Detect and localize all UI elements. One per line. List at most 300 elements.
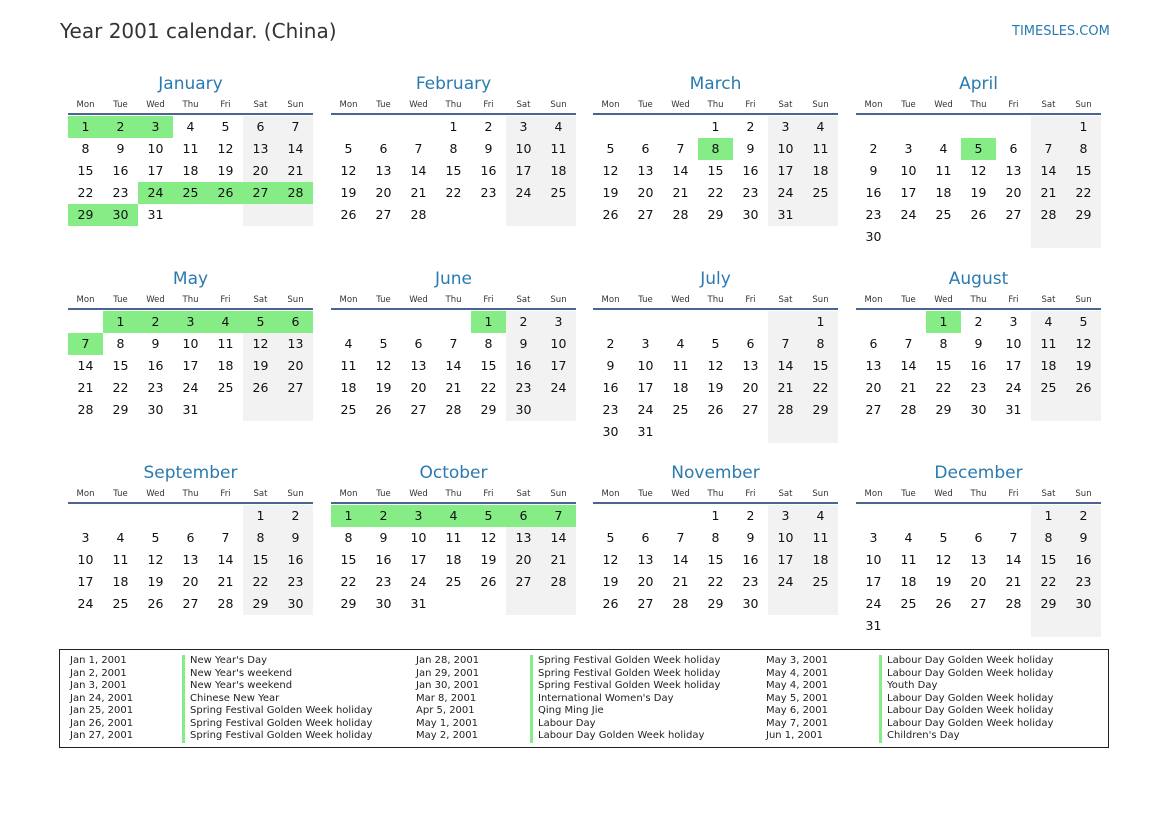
day-cell: 26	[602, 207, 619, 222]
weekday-label: Mon	[864, 295, 883, 305]
weekday-label: Fri	[483, 100, 494, 110]
day-cell: 17	[1005, 358, 1022, 373]
day-cell: 20	[865, 380, 882, 395]
day-cell: 1	[803, 311, 838, 333]
holiday-day-cell: 7	[541, 505, 576, 527]
day-cell: 26	[1066, 377, 1101, 399]
day-cell: 4	[803, 505, 838, 527]
day-cell: 29	[243, 593, 278, 615]
day-cell: 9	[1066, 527, 1101, 549]
day-cell: 13	[970, 552, 987, 567]
holiday-name: Qing Ming Jie	[530, 705, 604, 718]
day-cell: 5	[151, 530, 160, 545]
empty-cell	[68, 505, 103, 527]
day-grid	[856, 311, 1101, 421]
day-cell: 10	[637, 358, 654, 373]
empty-cell	[891, 311, 926, 333]
day-grid	[593, 311, 838, 443]
holiday-name: Labour Day Golden Week holiday	[879, 668, 1053, 681]
holiday-day-cell: 25	[173, 182, 208, 204]
day-cell: 7	[676, 141, 685, 156]
holiday-day-cell: 2	[103, 116, 138, 138]
day-cell: 18	[803, 160, 838, 182]
weekday-label: Mon	[339, 489, 358, 499]
day-cell: 13	[506, 527, 541, 549]
empty-cell	[628, 311, 663, 333]
day-cell: 10	[1005, 336, 1022, 351]
day-cell: 19	[340, 185, 357, 200]
holiday-name: Labour Day Golden Week holiday	[879, 655, 1053, 668]
weekday-label: Sat	[778, 295, 793, 305]
day-cell: 3	[541, 311, 576, 333]
day-cell: 31	[768, 204, 803, 226]
day-cell: 14	[672, 552, 689, 567]
weekday-label: Tue	[638, 295, 653, 305]
weekday-header	[68, 486, 313, 504]
holiday-date: Jan 1, 2001	[70, 655, 127, 666]
day-cell: 1	[449, 119, 458, 134]
day-grid	[593, 116, 838, 226]
day-cell: 30	[1066, 593, 1101, 615]
holiday-day-cell: 1	[68, 116, 103, 138]
day-cell: 15	[112, 358, 129, 373]
day-cell: 6	[641, 530, 650, 545]
day-grid	[856, 505, 1101, 637]
weekday-label: Tue	[638, 489, 653, 499]
day-cell: 27	[970, 596, 987, 611]
day-cell: 19	[480, 552, 497, 567]
holiday-row	[70, 693, 400, 706]
empty-cell	[208, 399, 243, 421]
day-cell: 18	[900, 574, 917, 589]
day-cell: 23	[278, 571, 313, 593]
day-cell: 10	[410, 530, 427, 545]
weekday-label: Fri	[745, 489, 756, 499]
day-cell: 24	[506, 182, 541, 204]
weekday-label: Thu	[707, 489, 724, 499]
weekday-label: Fri	[220, 100, 231, 110]
day-cell: 2	[606, 336, 615, 351]
holiday-day-cell: 1	[331, 505, 366, 527]
day-cell: 21	[445, 380, 462, 395]
day-cell: 26	[243, 377, 278, 399]
day-cell: 11	[1031, 333, 1066, 355]
empty-cell	[436, 593, 471, 615]
day-cell: 22	[1031, 571, 1066, 593]
day-cell: 11	[803, 527, 838, 549]
day-cell: 4	[904, 530, 913, 545]
holiday-column	[416, 655, 746, 743]
day-cell: 16	[278, 549, 313, 571]
day-cell: 21	[1031, 182, 1066, 204]
day-cell: 3	[81, 530, 90, 545]
day-cell: 27	[375, 207, 392, 222]
day-cell: 16	[147, 358, 164, 373]
day-cell: 5	[1066, 311, 1101, 333]
weekday-label: Wed	[146, 100, 165, 110]
empty-cell	[856, 116, 891, 138]
day-cell: 24	[900, 207, 917, 222]
day-cell: 9	[116, 141, 125, 156]
weekday-label: Thu	[445, 295, 462, 305]
holiday-day-cell: 2	[366, 505, 401, 527]
weekday-label: Sat	[253, 295, 268, 305]
day-cell: 31	[865, 618, 882, 633]
day-grid	[331, 505, 576, 615]
day-cell: 28	[410, 207, 427, 222]
weekday-label: Sat	[778, 100, 793, 110]
day-cell: 29	[480, 402, 497, 417]
weekday-label: Wed	[671, 100, 690, 110]
day-cell: 11	[541, 138, 576, 160]
weekday-label: Sat	[516, 489, 531, 499]
month-name: August	[948, 269, 1009, 289]
day-cell: 28	[1031, 204, 1066, 226]
day-cell: 13	[1005, 163, 1022, 178]
weekday-header	[593, 486, 838, 504]
day-cell: 2	[1066, 505, 1101, 527]
day-cell: 15	[445, 163, 462, 178]
day-cell: 19	[243, 355, 278, 377]
day-cell: 11	[935, 163, 952, 178]
day-cell: 25	[803, 571, 838, 593]
empty-cell	[593, 505, 628, 527]
day-cell: 15	[340, 552, 357, 567]
day-cell: 17	[506, 160, 541, 182]
weekday-label: Wed	[409, 489, 428, 499]
weekday-label: Wed	[409, 100, 428, 110]
holiday-day-cell: 7	[68, 333, 103, 355]
weekday-label: Mon	[601, 100, 620, 110]
month-name: July	[700, 269, 731, 289]
holiday-row	[416, 655, 746, 668]
day-cell: 23	[375, 574, 392, 589]
weekday-label: Sun	[550, 100, 567, 110]
month-july	[593, 268, 838, 443]
month-name: May	[172, 269, 209, 289]
day-cell: 14	[217, 552, 234, 567]
weekday-label: Mon	[76, 295, 95, 305]
day-cell: 29	[803, 399, 838, 421]
month-march	[593, 73, 838, 226]
holiday-name: Labour Day Golden Week holiday	[879, 705, 1053, 718]
weekday-label: Sun	[812, 295, 829, 305]
day-cell: 18	[112, 574, 129, 589]
day-cell: 2	[278, 505, 313, 527]
day-cell: 27	[410, 402, 427, 417]
day-cell: 21	[672, 185, 689, 200]
site-link[interactable]: TIMESLES.COM	[1012, 24, 1110, 39]
weekday-label: Sun	[812, 100, 829, 110]
holiday-day-cell: 2	[138, 311, 173, 333]
day-cell: 13	[375, 163, 392, 178]
day-cell: 24	[637, 402, 654, 417]
month-name: September	[143, 463, 238, 483]
empty-cell	[733, 421, 768, 443]
day-cell: 31	[1005, 402, 1022, 417]
weekday-label: Sun	[1075, 295, 1092, 305]
day-cell: 20	[375, 185, 392, 200]
day-cell: 24	[77, 596, 94, 611]
month-name: April	[959, 74, 998, 94]
day-cell: 11	[340, 358, 357, 373]
day-grid	[68, 505, 313, 615]
day-cell: 30	[742, 207, 759, 222]
holiday-day-cell: 30	[103, 204, 138, 226]
day-cell: 29	[1031, 593, 1066, 615]
day-cell: 12	[935, 552, 952, 567]
day-cell: 25	[1031, 377, 1066, 399]
day-cell: 26	[375, 402, 392, 417]
day-cell: 25	[445, 574, 462, 589]
empty-cell	[1066, 615, 1101, 637]
day-cell: 22	[480, 380, 497, 395]
day-cell: 3	[768, 116, 803, 138]
day-cell: 14	[278, 138, 313, 160]
weekday-label: Tue	[638, 100, 653, 110]
holiday-day-cell: 27	[243, 182, 278, 204]
weekday-header	[68, 292, 313, 310]
day-cell: 8	[1066, 138, 1101, 160]
day-cell: 20	[278, 355, 313, 377]
weekday-label: Sun	[1075, 489, 1092, 499]
day-cell: 23	[742, 185, 759, 200]
empty-cell	[506, 593, 541, 615]
day-cell: 14	[900, 358, 917, 373]
weekday-header	[593, 292, 838, 310]
holiday-date: Jan 29, 2001	[416, 667, 480, 679]
holiday-row	[416, 680, 746, 693]
day-cell: 7	[278, 116, 313, 138]
month-april	[856, 73, 1101, 248]
day-cell: 8	[344, 530, 353, 545]
empty-cell	[243, 399, 278, 421]
day-cell: 20	[637, 574, 654, 589]
weekday-label: Sat	[1041, 489, 1056, 499]
day-cell: 8	[449, 141, 458, 156]
weekday-label: Wed	[934, 489, 953, 499]
weekday-label: Sat	[516, 100, 531, 110]
day-cell: 25	[112, 596, 129, 611]
day-cell: 7	[449, 336, 458, 351]
day-cell: 9	[278, 527, 313, 549]
holiday-day-cell: 5	[961, 138, 996, 160]
day-cell: 17	[865, 574, 882, 589]
empty-cell	[1066, 226, 1101, 248]
day-cell: 18	[217, 358, 234, 373]
weekday-label: Wed	[409, 295, 428, 305]
weekday-label: Mon	[601, 489, 620, 499]
day-cell: 31	[410, 596, 427, 611]
day-cell: 19	[217, 163, 234, 178]
day-cell: 8	[1031, 527, 1066, 549]
day-cell: 13	[278, 333, 313, 355]
weekday-label: Mon	[76, 100, 95, 110]
day-cell: 16	[480, 163, 497, 178]
day-cell: 15	[243, 549, 278, 571]
holiday-list	[59, 649, 1109, 748]
empty-cell	[926, 615, 961, 637]
weekday-label: Sun	[1075, 100, 1092, 110]
day-cell: 2	[746, 508, 755, 523]
day-cell: 17	[410, 552, 427, 567]
empty-cell	[541, 399, 576, 421]
weekday-label: Sat	[1041, 295, 1056, 305]
weekday-label: Mon	[864, 100, 883, 110]
day-cell: 18	[672, 380, 689, 395]
holiday-day-cell: 5	[243, 311, 278, 333]
day-cell: 12	[602, 163, 619, 178]
day-cell: 22	[935, 380, 952, 395]
holiday-row	[416, 730, 746, 743]
day-cell: 28	[77, 402, 94, 417]
weekday-label: Mon	[76, 489, 95, 499]
empty-cell	[278, 204, 313, 226]
weekday-label: Mon	[339, 100, 358, 110]
day-cell: 22	[77, 185, 94, 200]
empty-cell	[1031, 399, 1066, 421]
empty-cell	[1031, 116, 1066, 138]
day-cell: 6	[243, 116, 278, 138]
day-cell: 30	[147, 402, 164, 417]
holiday-row	[416, 718, 746, 731]
day-cell: 1	[1066, 116, 1101, 138]
day-cell: 12	[970, 163, 987, 178]
day-cell: 19	[935, 574, 952, 589]
day-cell: 28	[217, 596, 234, 611]
day-cell: 14	[672, 163, 689, 178]
weekday-label: Sun	[287, 489, 304, 499]
month-june	[331, 268, 576, 421]
day-cell: 2	[869, 141, 878, 156]
holiday-name: International Women's Day	[530, 693, 674, 706]
day-cell: 11	[445, 530, 462, 545]
day-cell: 25	[217, 380, 234, 395]
day-cell: 9	[606, 358, 615, 373]
weekday-header	[331, 292, 576, 310]
empty-cell	[663, 311, 698, 333]
day-cell: 20	[1005, 185, 1022, 200]
day-cell: 29	[707, 207, 724, 222]
holiday-date: Jan 25, 2001	[70, 705, 134, 716]
empty-cell	[698, 311, 733, 333]
day-cell: 6	[974, 530, 983, 545]
day-cell: 30	[742, 596, 759, 611]
day-grid	[331, 116, 576, 226]
weekday-label: Wed	[146, 489, 165, 499]
day-cell: 30	[602, 424, 619, 439]
day-cell: 3	[904, 141, 913, 156]
day-cell: 23	[480, 185, 497, 200]
day-cell: 18	[803, 549, 838, 571]
holiday-row	[416, 693, 746, 706]
day-cell: 17	[77, 574, 94, 589]
day-cell: 14	[410, 163, 427, 178]
day-cell: 27	[1005, 207, 1022, 222]
day-cell: 21	[278, 160, 313, 182]
day-cell: 28	[900, 402, 917, 417]
day-cell: 18	[1031, 355, 1066, 377]
day-cell: 13	[410, 358, 427, 373]
day-cell: 11	[803, 138, 838, 160]
day-cell: 16	[112, 163, 129, 178]
day-cell: 30	[506, 399, 541, 421]
empty-cell	[856, 311, 891, 333]
empty-cell	[768, 593, 803, 615]
day-cell: 6	[414, 336, 423, 351]
empty-cell	[926, 116, 961, 138]
day-cell: 17	[182, 358, 199, 373]
day-cell: 15	[1066, 160, 1101, 182]
day-cell: 22	[340, 574, 357, 589]
empty-cell	[926, 505, 961, 527]
day-cell: 2	[506, 311, 541, 333]
month-name: November	[671, 463, 760, 483]
empty-cell	[803, 204, 838, 226]
empty-cell	[961, 226, 996, 248]
day-cell: 30	[865, 229, 882, 244]
day-cell: 26	[480, 574, 497, 589]
empty-cell	[471, 204, 506, 226]
empty-cell	[1031, 226, 1066, 248]
weekday-header	[856, 292, 1101, 310]
weekday-label: Fri	[483, 295, 494, 305]
weekday-label: Thu	[182, 489, 199, 499]
day-cell: 1	[711, 119, 720, 134]
day-cell: 9	[151, 336, 160, 351]
day-cell: 18	[182, 163, 199, 178]
day-cell: 19	[1066, 355, 1101, 377]
holiday-date: Jan 30, 2001	[416, 680, 480, 691]
day-cell: 20	[637, 185, 654, 200]
empty-cell	[331, 311, 366, 333]
day-cell: 7	[904, 336, 913, 351]
day-cell: 23	[865, 207, 882, 222]
day-cell: 14	[768, 355, 803, 377]
day-cell: 31	[147, 207, 164, 222]
empty-cell	[436, 204, 471, 226]
empty-cell	[593, 311, 628, 333]
holiday-day-cell: 1	[103, 311, 138, 333]
holiday-date: Jun 1, 2001	[766, 730, 823, 741]
day-cell: 28	[672, 207, 689, 222]
empty-cell	[768, 311, 803, 333]
day-cell: 15	[480, 358, 497, 373]
weekday-label: Wed	[671, 295, 690, 305]
holiday-row	[70, 668, 400, 681]
empty-cell	[103, 505, 138, 527]
holiday-row	[70, 730, 400, 743]
holiday-day-cell: 6	[506, 505, 541, 527]
day-cell: 11	[900, 552, 917, 567]
day-cell: 28	[672, 596, 689, 611]
day-cell: 4	[541, 116, 576, 138]
day-cell: 5	[379, 336, 388, 351]
empty-cell	[803, 421, 838, 443]
holiday-name: Spring Festival Golden Week holiday	[182, 730, 372, 743]
weekday-label: Thu	[970, 295, 987, 305]
weekday-label: Fri	[1008, 295, 1019, 305]
day-cell: 14	[445, 358, 462, 373]
day-cell: 25	[803, 182, 838, 204]
day-cell: 18	[541, 160, 576, 182]
day-cell: 24	[410, 574, 427, 589]
day-cell: 6	[186, 530, 195, 545]
holiday-name: Labour Day Golden Week holiday	[879, 693, 1053, 706]
month-name: June	[434, 269, 473, 289]
empty-cell	[278, 399, 313, 421]
empty-cell	[208, 505, 243, 527]
